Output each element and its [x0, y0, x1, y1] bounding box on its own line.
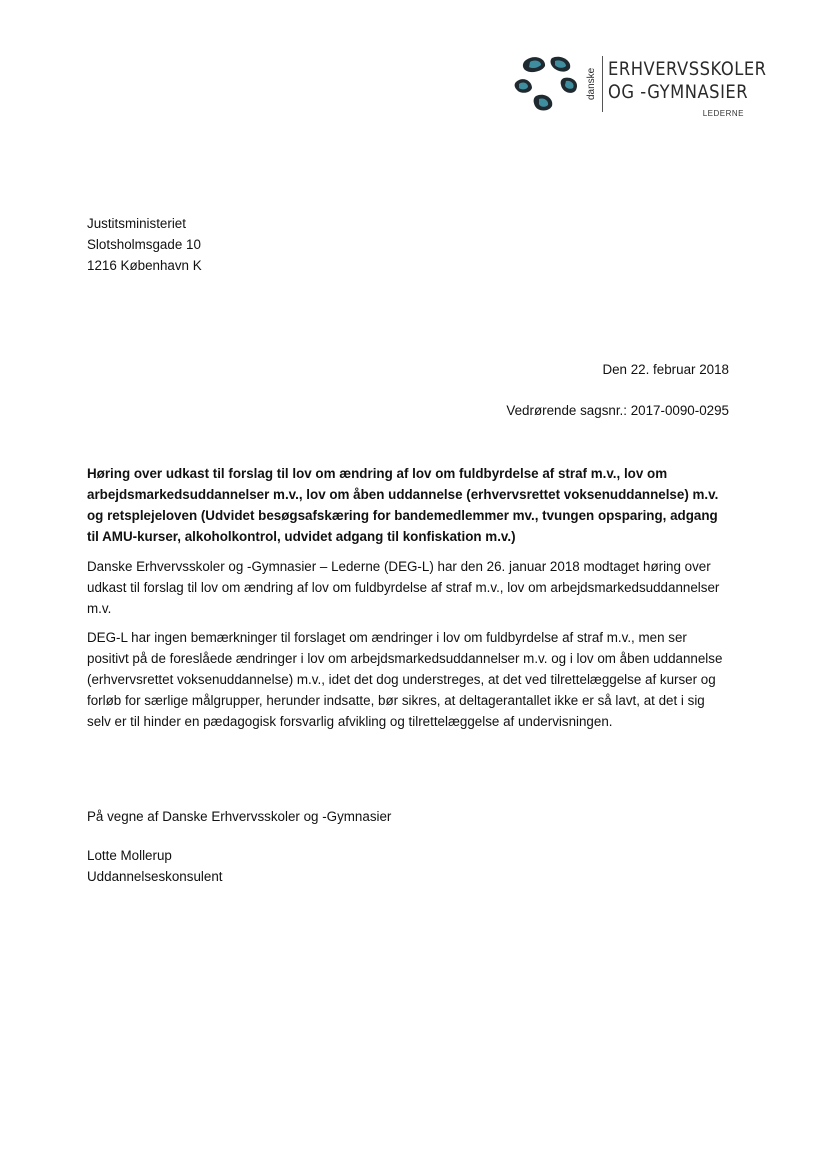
- paragraph-comments: [87, 627, 722, 732]
- letter-date: Den 22. februar 2018: [602, 362, 729, 377]
- subject-line: og retsplejeloven (Udvidet besøgsafskæring for bandemedlemmer mv., tvungen opsparing, adgang: [87, 508, 718, 523]
- recipient-line: Justitsministeriet: [87, 216, 186, 231]
- paragraph-line: DEG-L har ingen bemærkninger til forslaget om ændringer i lov om fuldbyrdelse af straf m.v., men ser: [87, 630, 687, 645]
- signature-title: Uddannelseskonsulent: [87, 869, 223, 884]
- paragraph-line: positivt på de foreslåede ændringer i lov om arbejdsmarkedsuddannelser m.v. og i lov om åben uddannelse: [87, 651, 723, 666]
- logo-small-text: danske: [586, 67, 597, 101]
- paragraph-line: forløb for særlige målgrupper, herunder indsatte, bør sikres, at deltagerantallet ikke er så lavt, at det i sig: [87, 693, 705, 708]
- closing-line: På vegne af Danske Erhvervsskoler og -Gymnasier: [87, 809, 392, 824]
- signature-block: [87, 845, 223, 887]
- paragraph-line: (erhvervsrettet voksenuddannelse) m.v., idet det dog understreges, at det ved tilrettelæggelse af kurser og: [87, 672, 716, 687]
- signature-name: Lotte Mollerup: [87, 848, 172, 863]
- logo-divider: [602, 56, 603, 112]
- logo-mark-icon: [512, 52, 584, 116]
- logo-line-1: ERHVERVSSKOLER: [608, 58, 767, 80]
- paragraph-line: m.v.: [87, 601, 112, 616]
- subject-line: arbejdsmarkedsuddannelser m.v., lov om åben uddannelse (erhvervsrettet voksenuddannelse) m.v.: [87, 487, 719, 502]
- paragraph-line: selv er til hinder en pædagogisk forsvarlig afvikling og tilrettelæggelse af undervisningen.: [87, 714, 613, 729]
- logo-line-3: LEDERNE: [702, 109, 744, 118]
- recipient-line: Slotsholmsgade 10: [87, 237, 201, 252]
- organization-logo: [512, 52, 767, 124]
- paragraph-intro: [87, 556, 719, 619]
- subject-line: til AMU-kurser, alkoholkontrol, udvidet adgang til konfiskation m.v.): [87, 529, 516, 544]
- paragraph-line: udkast til forslag til lov om ændring af lov om fuldbyrdelse af straf m.v., lov om arbejdsmarkedsuddannelser: [87, 580, 720, 595]
- letter-subject: [87, 463, 718, 547]
- subject-line: Høring over udkast til forslag til lov om ændring af lov om fuldbyrdelse af straf m.v., lov om: [87, 466, 668, 481]
- recipient-line: 1216 København K: [87, 258, 202, 273]
- logo-line-2: OG -GYMNASIER: [608, 81, 749, 103]
- case-reference: Vedrørende sagsnr.: 2017-0090-0295: [506, 403, 729, 418]
- paragraph-line: Danske Erhvervsskoler og -Gymnasier – Lederne (DEG-L) har den 26. januar 2018 modtaget høring over: [87, 559, 711, 574]
- recipient-address: [87, 213, 202, 276]
